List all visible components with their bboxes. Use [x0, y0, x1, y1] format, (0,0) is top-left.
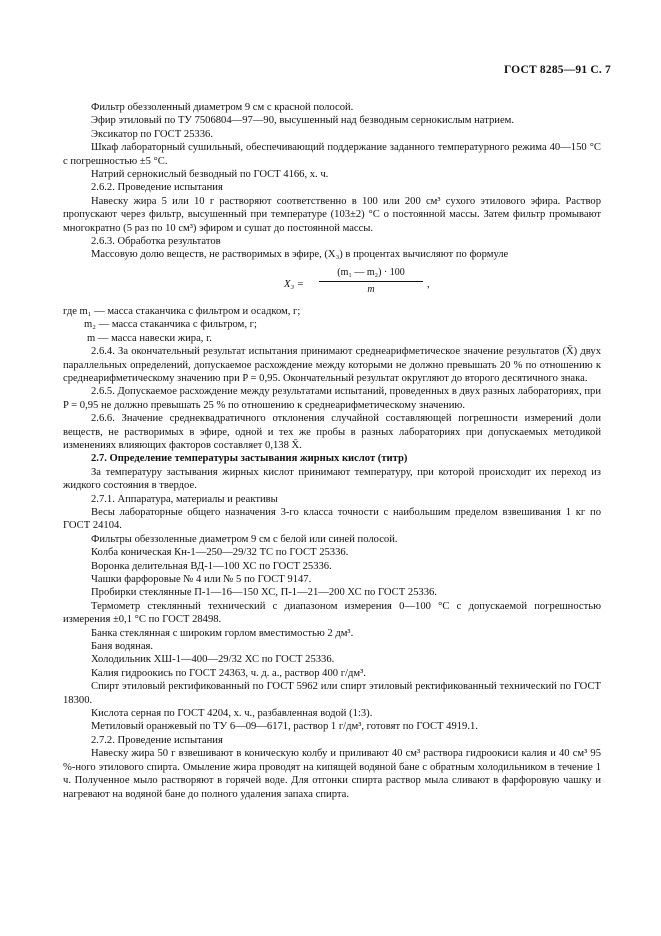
section-heading: 2.7.2. Проведение испытания: [91, 734, 223, 746]
definition-m: m — масса навески жира, г.: [87, 332, 212, 344]
paragraph: Воронка делительная ВД-1—100 ХС по ГОСТ 25336.: [91, 560, 332, 572]
paragraph: 2.6.4. За окончательный результат испытания принимают среднеарифметическое значение результатов (X̄) двух параллельных определений, допускаемое расхождение между которыми не должно превышать 20 % по отношению к среднеарифметическому значению при P = 0,95. Окончательный результат округляют до второго десятичного знака.: [63, 346, 601, 384]
paragraph: Фильтры обеззоленные диаметром 9 см с белой или синей полосой.: [91, 533, 398, 545]
paragraph: Холодильник ХШ-1—400—29/32 ХС по ГОСТ 25336.: [91, 654, 335, 666]
paragraph: Навеску жира 5 или 10 г растворяют соответственно в 100 или 200 см³ сухого этилового эфира. Раствор пропускают через фильтр, высушенный при температуре (103±2) °С о постоянной массы. Затем фильтр промывают многократно (5 раз по 10 см³) эфиром и сушат до постоянной массы.: [63, 195, 601, 234]
paragraph: Натрий сернокислый безводный по ГОСТ 4166, х. ч.: [91, 169, 329, 181]
paragraph: За температуру застывания жирных кислот принимают температуру, при которой происходит их переход из жидкого состояния в твердое.: [63, 466, 601, 492]
paragraph: Весы лабораторные общего назначения 3-го класса точности с наибольшим пределом взвешивания 1 кг по ГОСТ 24104.: [63, 506, 601, 532]
paragraph: Чашки фарфоровые № 4 или № 5 по ГОСТ 9147.: [91, 574, 312, 585]
formula-definitions: [63, 305, 601, 345]
paragraph: 2.6.6. Значение среднеквадратичного отклонения случайной составляющей погрешности измерений доли веществ, не растворимых в эфире, одной и тех же пробы в разных лабораториях при допускаемых методикой изменениях влияющих факторов составляет 0,138 X̄.: [63, 413, 601, 451]
paragraph: Пробирки стеклянные П-1—16—150 ХС, П-1—21—200 ХС по ГОСТ 25336.: [91, 587, 437, 599]
paragraph: Колба коническая Кн-1—250—29/32 ТС по ГОСТ 25336.: [91, 547, 349, 559]
section-heading: 2.7.1. Аппаратура, материалы и реактивы: [91, 493, 278, 505]
formula-fraction: [319, 266, 423, 297]
paragraph: Массовую долю веществ, не растворимых в эфире, (X₃) в процентах вычисляют по формуле: [91, 249, 509, 261]
section-heading: 2.6.2. Проведение испытания: [91, 182, 223, 194]
document-body: [63, 101, 601, 801]
formula-x3: [63, 264, 601, 304]
paragraph: Эксикатор по ГОСТ 25336.: [91, 128, 213, 140]
paragraph: Кислота серная по ГОСТ 4204, х. ч., разбавленная водой (1:3).: [91, 708, 373, 720]
section-heading-bold: 2.7. Определение температуры застывания жирных кислот (титр): [91, 453, 408, 465]
paragraph: Метиловый оранжевый по ТУ 6—09—6171, раствор 1 г/дм³, готовят по ГОСТ 4919.1.: [91, 721, 478, 733]
paragraph: Калия гидроокись по ГОСТ 24363, ч. д. а., раствор 400 г/дм³.: [91, 667, 366, 679]
formula-numerator: (m₁ — m₂) · 100: [319, 266, 423, 282]
section-heading: 2.6.3. Обработка результатов: [91, 236, 221, 248]
paragraph: 2.6.5. Допускаемое расхождение между результатами испытаний, проведенных в двух разных лабораториях, при P = 0,95 не должно превышать 25 % по отношению к среднеарифметическому значению.: [63, 386, 601, 411]
paragraph: Шкаф лабораторный сушильный, обеспечивающий поддержание заданного температурного режима 40—150 °С с погрешностью ±5 °С.: [63, 142, 601, 167]
paragraph: Навеску жира 50 г взвешивают в коническую колбу и приливают 40 см³ раствора гидроокиси калия и 40 см³ 95 %-ного этилового спирта. Омыление жира проводят на кипящей водяной бане с обратным холодильником в течение 1 ч. Полученное мыло растворяют в горячей воде. Для отгонки спирта раствор мыла сливают в фарфоровую чашку и нагревают на водяной бане до полного удаления запаха спирта.: [63, 748, 601, 800]
formula-lhs: X₃ =: [284, 278, 304, 290]
paragraph: Термометр стеклянный технический с диапазоном измерения 0—100 °С с допускаемой погрешностью измерения ±0,1 °С по ГОСТ 28498.: [63, 600, 601, 626]
page-header: ГОСТ 8285—91 С. 7: [503, 64, 611, 76]
formula-denominator: m: [367, 284, 375, 296]
paragraph: Баня водяная.: [91, 641, 154, 653]
formula-trail: ,: [427, 278, 430, 290]
paragraph: Спирт этиловый ректификованный по ГОСТ 5962 или спирт этиловый ректификованный технический по ГОСТ 18300.: [63, 681, 601, 706]
paragraph: Фильтр обеззоленный диаметром 9 см с красной полосой.: [91, 102, 354, 113]
paragraph: Банка стеклянная с широким горлом вместимостью 2 дм³.: [91, 627, 354, 639]
definition-m1: где m₁ — масса стаканчика с фильтром и осадком, г;: [63, 305, 301, 317]
paragraph: Эфир этиловый по ТУ 7506804—97—90, высушенный над безводным сернокислым натрием.: [91, 115, 515, 127]
definition-m2: m₂ — масса стаканчика с фильтром, г;: [84, 319, 257, 331]
